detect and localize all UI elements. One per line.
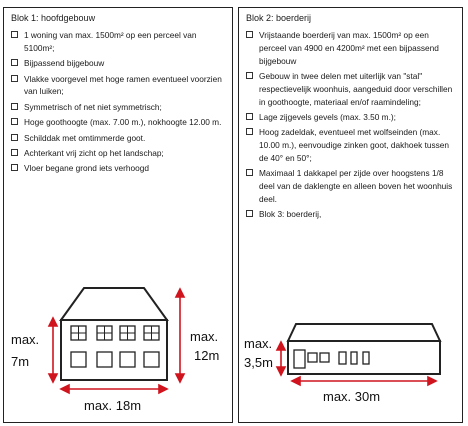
farm-roof (288, 324, 440, 341)
list-item: Vlakke voorgevel met hoge ramen eventueel voorzien van luiken; (11, 73, 227, 99)
house-diagram (4, 8, 234, 424)
dim-height-low-line2: 7m (11, 354, 30, 369)
list-item: Blok 3: boerderij, (246, 208, 458, 221)
list-item: 1 woning van max. 1500m² op een perceel van 5100m²; (11, 29, 227, 55)
list-item: Bijpassend bijgebouw (11, 57, 227, 70)
dim-height-line2: 3,5m (244, 355, 273, 370)
house-roof (61, 288, 167, 320)
list-item: Symmetrisch of net niet symmetrisch; (11, 101, 227, 114)
blok1-panel (3, 7, 233, 423)
list-item: Vrijstaande boerderij van max. 1500m² op een perceel van 4900 en 4200m² met een bijpassend bijgebouw (246, 29, 458, 67)
list-item: Maximaal 1 dakkapel per zijde over hoogstens 1/8 deel van de daklengte en alleen boven het woonhuis deel. (246, 167, 458, 205)
dim-width: max. 18m (84, 398, 142, 413)
list-item: Hoog zadeldak, eventueel met wolfseinden (max. 10.00 m.), eenvoudige zinken goot, dakhoek tussen de 40° en 50°; (246, 126, 458, 164)
list-item: Gebouw in twee delen met uiterlijk van "stal" respectievelijk woonhuis, aangeduid door verschillen in goothoogte, materiaal en/of raamindeling; (246, 70, 458, 108)
dim-width: max. 30m (323, 389, 381, 404)
list-item: Achterkant vrij zicht op het landschap; (11, 147, 227, 160)
blok2-title: Blok 2: boerderij (246, 13, 312, 23)
list-item: Vloer begane grond iets verhoogd (11, 162, 227, 175)
dim-height-low-line1: max. (11, 332, 40, 347)
dim-height-high-line2: 12m (194, 348, 220, 363)
blok2-panel (238, 7, 463, 423)
farm-diagram (239, 8, 464, 424)
list-item: Schilddak met omtimmerde goot. (11, 132, 227, 145)
list-item: Lage zijgevels gevels (max. 3.50 m.); (246, 111, 458, 124)
list-item: Hoge goothoogte (max. 7.00 m.), nokhoogte 12.00 m. (11, 116, 227, 129)
dim-height-line1: max. (244, 336, 273, 351)
blok1-title: Blok 1: hoofdgebouw (11, 13, 96, 23)
dim-height-high-line1: max. (190, 329, 219, 344)
